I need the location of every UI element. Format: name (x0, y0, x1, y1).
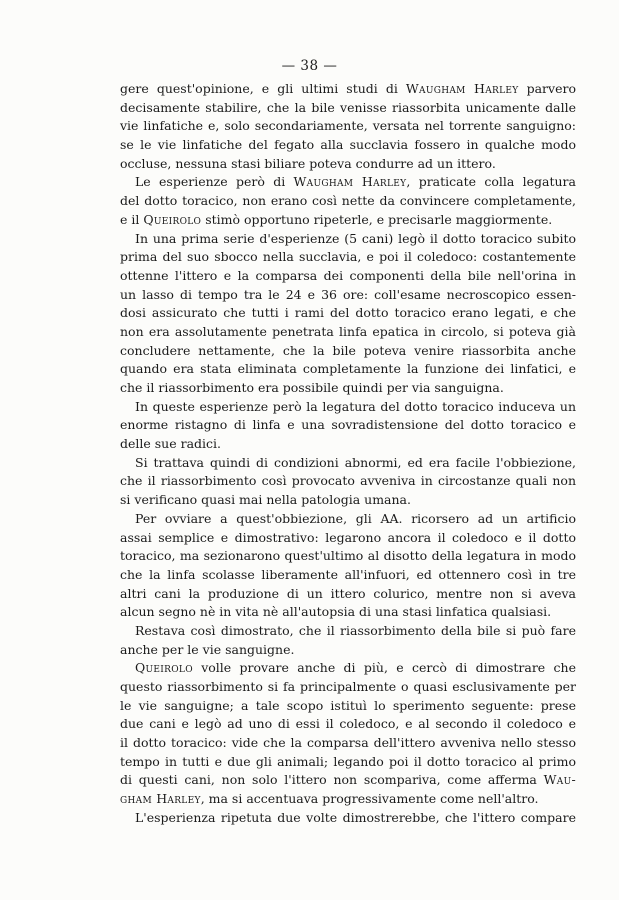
text-line (120, 547, 576, 566)
text-run: In una prima serie d'esperienze (5 cani) legò il dotto toracico subito (135, 230, 576, 246)
text-line (120, 510, 576, 529)
text-run: In queste esperienze però la legatura del dotto toracico induceva un (135, 398, 576, 414)
author-name: gham Harley (120, 791, 201, 807)
text-run: prima del suo sbocco nella succlavia, e poi il coledoco: costantemente (120, 249, 576, 265)
text-line (120, 323, 576, 342)
text-line (120, 659, 576, 678)
text-line (120, 360, 576, 379)
author-name: Wau- (543, 772, 576, 788)
text-run: volle provare anche di più, e cercò di dimostrare che (192, 660, 576, 676)
text-run: ottenne l'ittero e la comparsa dei componenti della bile nell'orina in (120, 267, 576, 283)
text-line (120, 809, 576, 828)
text-line (120, 286, 576, 305)
text-run: se le vie linfatiche del fegato alla succlavia fossero in qualche modo (120, 137, 576, 153)
text-run: e il (120, 211, 144, 227)
text-run: che il riassorbimento così provocato avveniva in circostanze quali non (120, 473, 576, 489)
text-run: occluse, nessuna stasi biliare poteva condurre ad un ittero. (120, 155, 496, 171)
text-run: che la linfa scolasse liberamente all'infuori, ed ottennero così in tre (120, 566, 576, 582)
paragraph (120, 659, 576, 809)
author-name: Queirolo (143, 211, 202, 227)
paragraph (120, 230, 576, 398)
text-line (120, 753, 576, 772)
text-run: , ma si accentuava progressivamente come nell'altro. (200, 791, 539, 807)
paragraph (120, 454, 576, 510)
text-run: L'esperienza ripetuta due volte dimostrerebbe, che l'ittero compare (135, 809, 576, 825)
text-line (120, 155, 576, 174)
text-line (120, 566, 576, 585)
text-run: Restava così dimostrato, che il riassorbimento della bile si può fare (135, 622, 576, 638)
body-text (120, 80, 576, 828)
text-line (120, 416, 576, 435)
text-line (120, 435, 576, 454)
text-line (120, 80, 576, 99)
text-line (120, 529, 576, 548)
text-run: concludere nettamente, che la bile poteva venire riassorbita anche (120, 342, 576, 358)
page-number: — 38 — (281, 58, 338, 74)
text-run: Le esperienze però di (135, 174, 294, 190)
text-run: altri cani la produzione di un ittero colurico, mentre non si aveva (120, 585, 576, 601)
text-run: quando era stata eliminata completamente la funzione dei linfatici, e (120, 361, 576, 377)
text-line (120, 641, 576, 660)
text-run: Per ovviare a quest'obbiezione, gli AA. ricorsero ad un artificio (135, 510, 576, 526)
text-run: Si trattava quindi di condizioni abnormi, ed era facile l'obbiezione, (135, 454, 576, 470)
text-line (120, 136, 576, 155)
text-run: , praticate colla legatura (406, 174, 576, 190)
text-run: enorme ristagno di linfa e una sovradistensione del dotto toracico e (120, 417, 576, 433)
text-line (120, 192, 576, 211)
text-line (120, 472, 576, 491)
text-run: di questi cani, non solo l'ittero non scompariva, come afferma (120, 772, 544, 788)
text-line (120, 211, 576, 230)
author-name: Queirolo (135, 660, 193, 676)
text-run: dosi assicurato che tutti i rami del dotto toracico erano legati, e che (120, 305, 576, 321)
text-line (120, 267, 576, 286)
text-line (120, 454, 576, 473)
text-line (120, 248, 576, 267)
text-line (120, 715, 576, 734)
paragraph (120, 622, 576, 659)
text-line (120, 304, 576, 323)
text-run: vie linfatiche e, solo secondariamente, versata nel torrente sanguigno: (120, 118, 576, 134)
text-line (120, 771, 576, 790)
text-run: il dotto toracico: vide che la comparsa dell'ittero avveniva nello stesso (120, 735, 576, 751)
text-run: del dotto toracico, non erano così nette da convincere completamente, (120, 193, 576, 209)
text-run: che il riassorbimento era possibile quindi per via sanguigna. (120, 380, 504, 395)
text-line (120, 99, 576, 118)
text-run: parvero (518, 81, 576, 96)
text-run: le vie sanguigne; a tale scopo istituì lo sperimento seguente: prese (120, 697, 576, 713)
author-name: Waugham Harley (405, 81, 519, 96)
text-run: non era assolutamente penetrata linfa epatica in circolo, si poteva già (120, 323, 576, 339)
text-line (120, 491, 576, 510)
paragraph (120, 398, 576, 454)
author-name: Waugham Harley (293, 174, 407, 190)
text-line (120, 603, 576, 622)
text-run: tempo in tutti e due gli animali; legando poi il dotto toracico al primo (120, 753, 576, 769)
text-line (120, 230, 576, 249)
text-run: assai semplice e dimostrativo: legarono ancora il coledoco e il dotto (120, 529, 576, 545)
text-run: alcun segno nè in vita nè all'autopsia di una stasi linfatica qualsiasi. (120, 604, 552, 620)
text-run: anche per le vie sanguigne. (120, 641, 295, 657)
text-run: decisamente stabilire, che la bile venisse riassorbita unicamente dalle (120, 99, 576, 115)
text-line (120, 117, 576, 136)
text-run: due cani e legò ad uno di essi il coledoco, e al secondo il coledoco e (120, 716, 576, 732)
paragraph (120, 80, 576, 173)
text-line (120, 678, 576, 697)
text-line (120, 398, 576, 417)
text-line (120, 622, 576, 641)
text-run: si verificano quasi mai nella patologia umana. (120, 492, 411, 508)
text-run: un lasso di tempo tra le 24 e 36 ore: coll'esame necroscopico essen- (120, 286, 576, 302)
text-line (120, 585, 576, 604)
text-run: stimò opportuno ripeterle, e precisarle maggiormente. (201, 211, 553, 227)
text-line (120, 734, 576, 753)
text-line (120, 342, 576, 361)
text-run: toracico, ma sezionarono quest'ultimo al disotto della legatura in modo (120, 548, 576, 564)
paragraph (120, 173, 576, 229)
paragraph (120, 809, 576, 828)
text-run: gere quest'opinione, e gli ultimi studi di (120, 81, 406, 96)
text-run: delle sue radici. (120, 436, 222, 452)
text-line (120, 697, 576, 716)
text-line (120, 379, 576, 398)
text-line (120, 173, 576, 192)
paragraph (120, 510, 576, 622)
text-run: questo riassorbimento si fa principalmente o quasi esclusivamente per (120, 679, 576, 694)
text-line (120, 790, 576, 809)
